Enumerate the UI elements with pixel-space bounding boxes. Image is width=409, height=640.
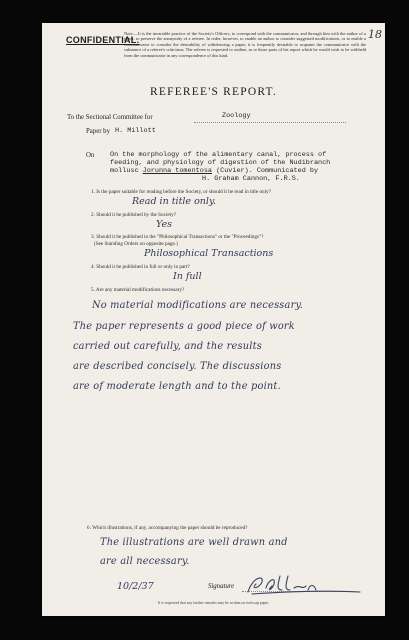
folio-number: 18 (368, 28, 382, 41)
answer-2: Yes (156, 219, 172, 230)
confidential-heading: CONFIDENTIAL. (66, 35, 140, 45)
answer-5-line-2: The paper represents a good piece of work (73, 321, 295, 332)
answer-5-line-3: carried out carefully, and the results (73, 341, 262, 352)
paper-title-line-1: On the morphology of the alimentary canal, process of (110, 151, 327, 159)
signature-label: Signature (208, 583, 235, 590)
answer-6-line-1: The illustrations are well drawn and (100, 537, 288, 548)
paper-by-label: Paper by (86, 128, 110, 135)
paper-by-value: H. Millott (115, 127, 156, 135)
standing-orders-note: (See Standing Orders on opposite page.) (94, 241, 178, 247)
paper-title-line-2: feeding, and physiology of digestion of the Nudibranch (110, 159, 331, 167)
paper-title-line-4: H. Graham Cannon, F.R.S. (202, 175, 300, 183)
question-3: 3. Should it be published in the "Philosophical Transactions" or the "Proceedings"? (91, 234, 264, 240)
on-label: On (86, 152, 95, 159)
footer-note: It is requested that any further remarks may be written on foolscap paper. (157, 601, 270, 605)
answer-5-line-1: No material modifications are necessary. (92, 300, 304, 311)
paper-title-line-3: mollusc Jorunna tomentosa (Cuvier). Communicated by (110, 167, 319, 175)
referee-signature (242, 568, 362, 598)
committee-rule (194, 122, 346, 123)
question-5: 5. Are any material modifications necessary? (91, 287, 185, 293)
answer-4: In full (173, 271, 202, 282)
report-title: REFEREE'S REPORT. (150, 86, 277, 98)
committee-value: Zoology (222, 112, 251, 120)
answer-3: Philosophical Transactions (144, 248, 274, 259)
committee-label: To the Sectional Committee for (67, 114, 153, 121)
answer-5-line-5: are of moderate length and to the point. (73, 381, 281, 392)
question-1: 1. Is the paper suitable for reading before the Society, or should it be read in title only? (91, 189, 271, 195)
answer-6-line-2: are all necessary. (100, 556, 190, 567)
referee-report-page (42, 23, 385, 616)
answer-1: Read in title only. (132, 196, 217, 207)
question-4: 4. Should it be published in full or only in part? (91, 264, 190, 270)
question-6: 6. Which illustrations, if any, accompanying the paper should be reproduced? (87, 525, 248, 531)
question-2: 2. Should it be published by the Society? (91, 212, 177, 218)
confidentiality-note: Note.—It is the invariable practice of the Society's Officers, to correspond with the communicator, and through him with the author of a paper, to preserve the anonymity of a referee. In order, however, to enable an author to consider suggested modifications, or to enable a communicator to consider the desirability of withdrawing a paper, it is frequently desirable to acquaint the communicator with the substance of a referee's criticisms. The referee is requested to outline, as to those parts of his report which he would wish to be withheld from the communicator in any correspondence of this kind. (124, 31, 366, 58)
signed-date: 10/2/37 (117, 581, 154, 592)
answer-5-line-4: are described concisely. The discussions (73, 361, 282, 372)
